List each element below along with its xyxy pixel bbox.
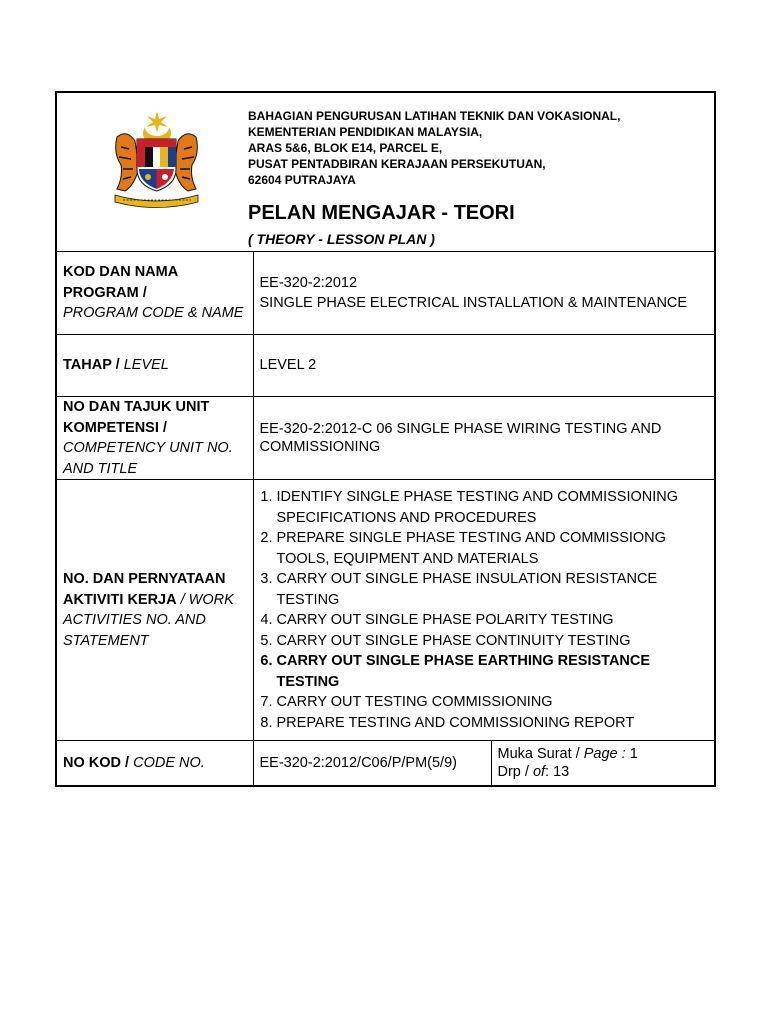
program-label-en: PROGRAM CODE & NAME bbox=[63, 305, 244, 322]
page-total bbox=[498, 763, 709, 781]
unit-value-line: EE-320-2:2012-C 06 SINGLE PHASE WIRING TESTING AND bbox=[259, 421, 662, 437]
activity-item-highlighted: 6. CARRY OUT SINGLE PHASE EARTHING RESISTANCE TESTING bbox=[277, 651, 709, 692]
code-value-cell: EE-320-2:2012/C06/P/PM(5/9) bbox=[253, 741, 491, 786]
code-label-en: CODE NO. bbox=[133, 754, 205, 771]
page-label-en: Page : bbox=[583, 745, 626, 762]
activity-item: 3. CARRY OUT SINGLE PHASE INSULATION RESISTANCE TESTING bbox=[277, 569, 709, 610]
code-row bbox=[56, 741, 715, 786]
unit-label-cell bbox=[56, 397, 253, 480]
activities-label-en: / WORK ACTIVITIES NO. AND STATEMENT bbox=[63, 591, 234, 649]
document-title: PELAN MENGAJAR - TEORI bbox=[248, 202, 515, 224]
agency-line: 62604 PUTRAJAYA bbox=[248, 173, 356, 187]
page-value: 1 bbox=[629, 745, 638, 762]
header-cell bbox=[56, 92, 715, 252]
agency-line: ARAS 5&6, BLOK E14, PARCEL E, bbox=[248, 141, 443, 155]
agency-line: KEMENTERIAN PENDIDIKAN MALAYSIA, bbox=[248, 125, 483, 139]
page-info-cell bbox=[491, 741, 715, 786]
agency-address bbox=[248, 108, 620, 188]
activities-label-ms: NO. DAN PERNYATAAN AKTIVITI KERJA bbox=[63, 571, 226, 608]
lesson-plan-form bbox=[55, 91, 714, 787]
level-label-ms: TAHAP / bbox=[63, 357, 120, 374]
malaysia-coat-of-arms-logo bbox=[109, 107, 204, 212]
unit-value-line: COMMISSIONING bbox=[259, 439, 381, 455]
page-label-ms: Muka Surat / bbox=[497, 745, 580, 762]
agency-line: PUSAT PENTADBIRAN KERAJAAN PERSEKUTUAN, bbox=[248, 157, 546, 171]
activity-item: 5. CARRY OUT SINGLE PHASE CONTINUITY TESTING bbox=[277, 631, 709, 652]
activity-item: 8. PREPARE TESTING AND COMMISSIONING REPORT bbox=[277, 713, 709, 734]
program-value-cell bbox=[253, 252, 715, 335]
code-label-cell bbox=[56, 741, 253, 786]
level-row bbox=[56, 335, 715, 397]
activities-list bbox=[260, 487, 709, 733]
activity-item: 7. CARRY OUT TESTING COMMISSIONING bbox=[277, 692, 709, 713]
program-label-ms: KOD DAN NAMA PROGRAM / bbox=[63, 264, 178, 301]
activities-row bbox=[56, 480, 715, 741]
of-label-ms: Drp / bbox=[497, 763, 529, 780]
program-code: EE-320-2:2012 bbox=[259, 274, 358, 291]
activities-label-cell bbox=[56, 480, 253, 741]
level-label-cell bbox=[56, 335, 253, 397]
unit-row bbox=[56, 397, 715, 480]
level-value-cell: LEVEL 2 bbox=[253, 335, 715, 397]
level-label-en: LEVEL bbox=[123, 357, 169, 374]
program-row bbox=[56, 252, 715, 335]
activity-item: 4. CARRY OUT SINGLE PHASE POLARITY TESTING bbox=[277, 610, 709, 631]
agency-line: BAHAGIAN PENGURUSAN LATIHAN TEKNIK DAN VOKASIONAL, bbox=[248, 109, 621, 123]
of-value: : 13 bbox=[545, 763, 570, 780]
form-table bbox=[55, 91, 716, 787]
program-name: SINGLE PHASE ELECTRICAL INSTALLATION & MAINTENANCE bbox=[259, 295, 688, 311]
activity-item: 1. IDENTIFY SINGLE PHASE TESTING AND COMMISSIONING SPECIFICATIONS AND PROCEDURES bbox=[277, 487, 709, 528]
unit-label-ms: NO DAN TAJUK UNIT KOMPETENSI / bbox=[63, 399, 210, 436]
unit-label-en: COMPETENCY UNIT NO. AND TITLE bbox=[63, 440, 233, 477]
unit-value-cell bbox=[253, 397, 715, 480]
document-subtitle: ( THEORY - LESSON PLAN ) bbox=[248, 231, 435, 247]
header-row bbox=[56, 92, 715, 252]
page-number bbox=[498, 745, 709, 763]
activities-list-cell bbox=[253, 480, 715, 741]
of-label-en: of bbox=[532, 763, 546, 780]
activity-item: 2. PREPARE SINGLE PHASE TESTING AND COMMISSIONG TOOLS, EQUIPMENT AND MATERIALS bbox=[277, 528, 709, 569]
program-label-cell bbox=[56, 252, 253, 335]
code-label-ms: NO KOD / bbox=[63, 754, 130, 771]
